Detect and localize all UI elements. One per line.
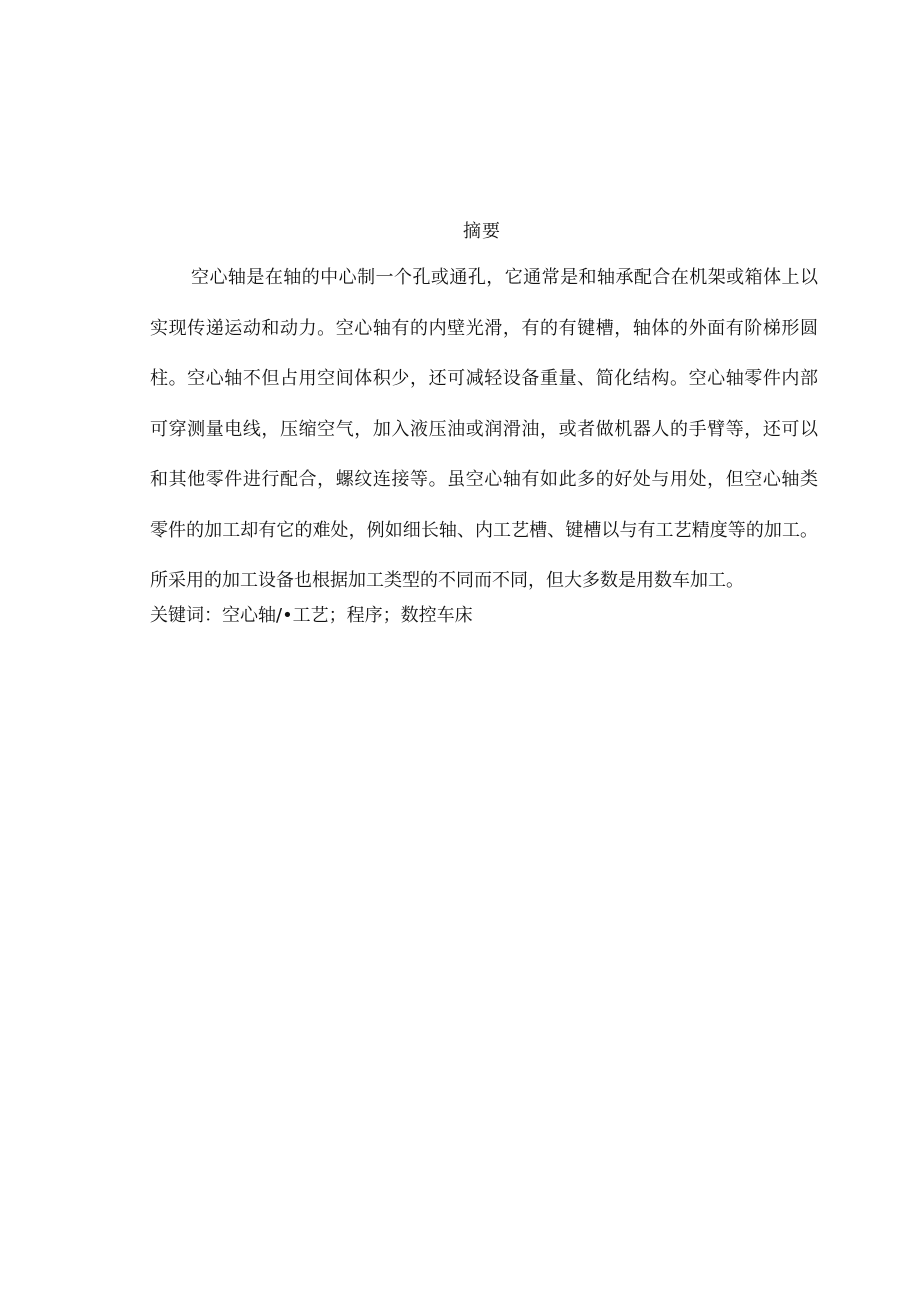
abstract-line-3: 柱。空心轴不但占用空间体积少，还可减轻设备重量、简化结构。空心轴零件内部 <box>150 368 818 389</box>
abstract-line-7: 所采用的加工设备也根据加工类型的不同而不同，但大多数是用数车加工。 <box>150 570 744 591</box>
abstract-line-2: 实现传递运动和动力。空心轴有的内壁光滑，有的有键槽，轴体的外面有阶梯形圆 <box>150 317 818 339</box>
abstract-line-5: 和其他零件进行配合，螺纹连接等。虽空心轴有如此多的好处与用处，但空心轴类 <box>150 469 818 490</box>
abstract-body <box>150 261 818 615</box>
abstract-title: 摘要 <box>463 221 501 242</box>
abstract-line-4: 可穿测量电线，压缩空气，加入液压油或润滑油，或者做机器人的手臂等，还可以 <box>150 418 818 440</box>
abstract-line-1: 空心轴是在轴的中心制一个孔或通孔，它通常是和轴承配合在机架或箱体上以 <box>191 267 818 288</box>
keywords-line: 关键词：空心轴/•工艺；程序；数控车床 <box>150 605 473 626</box>
abstract-line-6: 零件的加工却有它的难处，例如细长轴、内工艺槽、键槽以与有工艺精度等的加工。 <box>150 519 818 541</box>
